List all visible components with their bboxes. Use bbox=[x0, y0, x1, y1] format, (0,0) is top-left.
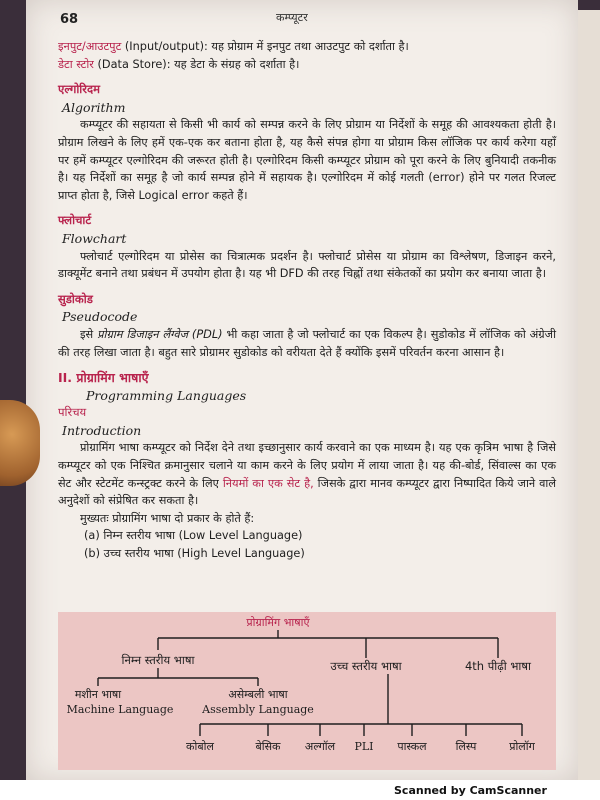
term-data-store: डेटा स्टोर bbox=[58, 57, 94, 71]
paragraph-part-a: प्रोग्रामिंग भाषा कम्प्यूटर को निर्देश देने तथा इच्छानुसार कार्य करवाने का एक माध्यम है। यह एक कृत्रिम भाषा है जिसे कम्प्यूटर को एक निश्चित क्रमानुसार चलाने या काम करने के लिए प्रयोग में लाया जाता है। यह की-बोर्ड, सिंवाल्स का एक सेट और स्टेटमेंट कन्स्ट्रक्ट करने के लिए bbox=[58, 441, 556, 490]
section-2-title-en: Programming Languages bbox=[86, 387, 247, 403]
type-low-level: (a) निम्न स्तरीय भाषा (Low Level Language) bbox=[84, 529, 303, 543]
programming-language-paragraph bbox=[58, 439, 556, 509]
pseudocode-text: भी कहा जाता है जो फ्लोचार्ट का एक विकल्प है। सुडोकोड में लॉजिक को अंग्रेजी की तरह लिखा जाता है। बहुत सारे प्रोग्रामर सुडोकोड को वरीयता देते हैं क्योंकि इसमें परिवर्तन करना आसान है। bbox=[58, 327, 556, 359]
diagram-lang-cobol: कोबोल bbox=[186, 740, 214, 753]
term-input-output: इनपुट/आउटपुट bbox=[58, 40, 122, 53]
diagram-assembly-en: Assembly Language bbox=[202, 703, 314, 716]
diagram-root-label: प्रोग्रामिंग भाषाएँ bbox=[246, 616, 310, 629]
programming-languages-diagram bbox=[58, 612, 556, 770]
diagram-machine-hi: मशीन भाषा bbox=[74, 688, 122, 701]
page-number: 68 bbox=[60, 12, 79, 27]
diagram-lang-algol: अल्गॉल bbox=[304, 740, 336, 753]
diagram-assembly-hi: असेम्बली भाषा bbox=[228, 688, 288, 701]
intro-line-text: (Data Store): यह डेटा के संग्रह को दर्शाता है। bbox=[93, 57, 300, 71]
heading-intro-hi: परिचय bbox=[58, 405, 87, 420]
diagram-tree bbox=[58, 612, 556, 770]
diagram-4gl-label: 4th पीढ़ी भाषा bbox=[464, 659, 532, 673]
paragraph-part-b: जिसके द्वारा मानव कम्प्यूटर द्वारा निष्पादित किये जाने वाले अनुदेशों को संप्रेषित कर सकता है। bbox=[58, 476, 556, 508]
diagram-machine-en: Machine Language bbox=[66, 703, 174, 716]
algorithm-paragraph: कम्प्यूटर की सहायता से किसी भी कार्य को सम्पन्न करने के लिए प्रोग्राम या निर्देशों के समूह की आवश्यकता होती है। प्रोग्राम लिखने के लिए हमें एक-एक कर बताना होता है, यह कैसे संपन्न होगा या प्रोग्राम किस लॉजिक पर कार्य करेगा यहाँ पर हमें कम्प्यूटर एल्गोरिदम की जरूरत होती है। एल्गोरिदम किसी कम्प्यूटर प्रोग्राम को पूरा करने के लिए बुनियादी तकनीक है। यह निर्देशों का समूह है जो कार्य सम्पन्न होने में सहायक है। एल्गोरिदम में कोई गलती (error) होने पर गलत रिजल्ट प्राप्त होता है, जिसे Logical error कहते हैं। bbox=[58, 118, 556, 202]
diagram-lang-basic: बेसिक bbox=[255, 740, 281, 753]
flowchart-paragraph: फ्लोचार्ट एल्गोरिदम या प्रोसेस का चित्रात्मक प्रदर्शन है। फ्लोचार्ट प्रोसेस या प्रोग्राम का विश्लेषण, डिजाइन करने, डाक्यूमेंट बनाने तथा प्रबंधन में उपयोग होता है। यह भी DFD की तरह चिह्नों तथा संकेतकों का प्रयोग कर बनाया जाता है। bbox=[58, 249, 556, 281]
scanner-watermark: Scanned by CamScanner bbox=[394, 784, 547, 797]
heading-algorithm-hi: एल्गोरिदम bbox=[58, 82, 100, 97]
heading-intro-en: Introduction bbox=[62, 422, 142, 438]
heading-algorithm-en: Algorithm bbox=[62, 99, 126, 115]
page-content bbox=[58, 38, 556, 563]
pseudocode-prefix: इसे bbox=[80, 327, 98, 341]
diagram-high-level-label: उच्च स्तरीय भाषा bbox=[330, 659, 402, 673]
finger-thumb bbox=[0, 400, 40, 486]
paragraph-highlight: नियमों का एक सेट है, bbox=[222, 476, 314, 490]
intro-line-datastore bbox=[58, 56, 556, 74]
heading-pseudocode-en: Pseudocode bbox=[62, 309, 138, 325]
diagram-low-level-label: निम्न स्तरीय भाषा bbox=[121, 653, 195, 667]
diagram-lang-pli: PLI bbox=[354, 740, 374, 753]
pseudocode-paragraph bbox=[58, 326, 556, 361]
types-list bbox=[84, 527, 556, 562]
heading-flowchart-hi: फ्लोचार्ट bbox=[58, 213, 92, 228]
types-intro: मुख्यतः प्रोग्रामिंग भाषा दो प्रकार के होते हैं: bbox=[80, 511, 255, 525]
running-head: कम्प्यूटर bbox=[276, 11, 308, 24]
diagram-lang-prolog: प्रोलॉग bbox=[509, 740, 535, 753]
diagram-lang-pascal: पास्कल bbox=[397, 740, 427, 753]
section-2-title: II. प्रोग्रामिंग भाषाएँ bbox=[58, 370, 149, 386]
intro-line-io bbox=[58, 38, 556, 56]
diagram-lang-lisp: लिस्प bbox=[455, 740, 477, 753]
type-high-level: (b) उच्च स्तरीय भाषा (High Level Language) bbox=[84, 547, 305, 561]
heading-pseudocode-hi: सुडोकोड bbox=[58, 291, 93, 306]
intro-line-text: (Input/output): यह प्रोग्राम में इनपुट तथा आउटपुट को दर्शाता है। bbox=[121, 40, 409, 53]
pseudocode-pdl: प्रोग्राम डिजाइन लैंग्वेज (PDL) bbox=[97, 327, 223, 341]
heading-flowchart-en: Flowchart bbox=[62, 230, 127, 246]
